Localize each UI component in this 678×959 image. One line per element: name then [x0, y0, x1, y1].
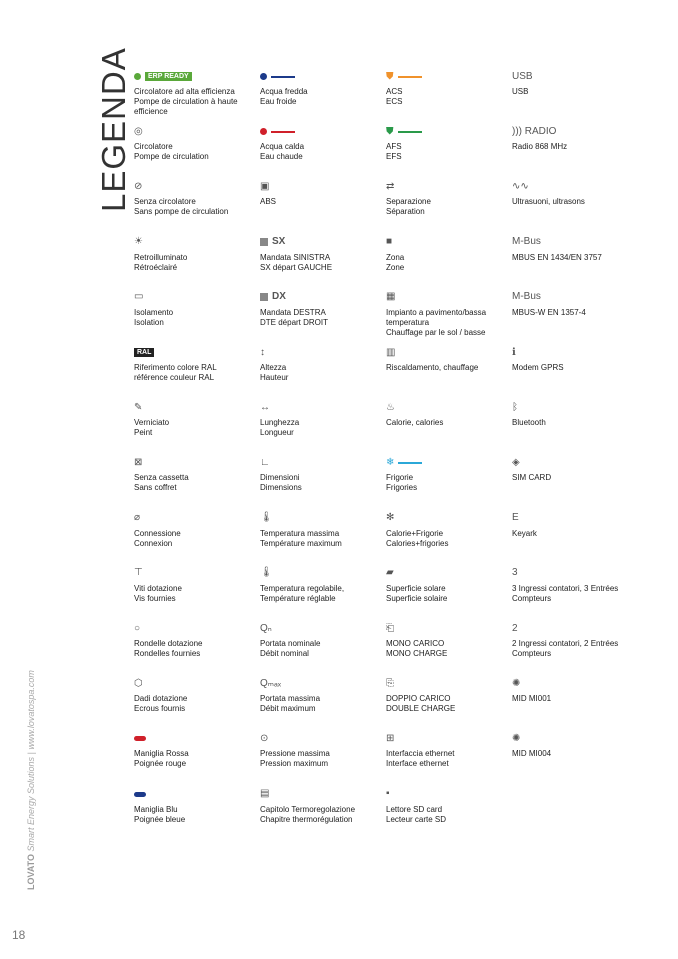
- legend-item: [134, 70, 259, 117]
- calories-frigorie-icon: ✻: [386, 512, 395, 524]
- left-flow-icon: SX: [260, 236, 385, 249]
- single-charge-icon: ⎗: [386, 622, 394, 634]
- legend-item: [386, 677, 511, 714]
- floor-heating-icon: ▦: [386, 291, 396, 303]
- abs-icon: ▣: [260, 180, 270, 192]
- website-link[interactable]: www.lovatospa.com: [26, 670, 36, 750]
- legend-label: AFS EFS: [386, 142, 402, 162]
- hot-water-icon: [260, 125, 385, 138]
- legend-item: [512, 677, 637, 704]
- legend-label: Bluetooth: [512, 418, 546, 428]
- legend-item: [260, 236, 385, 273]
- frigorie-icon: ❄: [386, 456, 511, 469]
- ethernet-icon: ⊞: [386, 732, 395, 744]
- page-title: LEGENDA: [95, 47, 132, 212]
- legend-label: Temperatura regolabile, Température réglable: [260, 583, 345, 603]
- legend-item: [134, 622, 259, 659]
- legend-label: Pressione massima Pression maximum: [260, 749, 330, 769]
- legend-label: ABS: [260, 197, 277, 207]
- dimensions-icon: ∟: [260, 456, 270, 468]
- mid-mi004-icon: ✺: [512, 732, 521, 744]
- legend-label: Altezza Hauteur: [260, 363, 289, 382]
- max-temperature-icon: 🌡: [260, 512, 273, 524]
- legend-item: [260, 677, 385, 714]
- legend-label: Maniglia Rossa Poignée rouge: [134, 749, 189, 769]
- max-flow-icon: Qₘₐₓ: [260, 677, 282, 689]
- legend-label: Keyark: [512, 528, 537, 538]
- legend-label: Mandata DESTRA DTE départ DROIT: [260, 307, 329, 327]
- legend-item: [512, 291, 637, 318]
- legend-item: [260, 291, 385, 328]
- legend-item: [386, 512, 511, 549]
- legend-label: Separazione Séparation: [386, 197, 431, 217]
- legend-item: [512, 456, 637, 483]
- legend-label: Portata nominale Débit nominal: [260, 639, 321, 658]
- legend-label: Isolamento Isolation: [134, 307, 174, 327]
- connection-icon: ⌀: [134, 512, 141, 524]
- legend-item: [260, 732, 385, 769]
- max-pressure-icon: ⊙: [260, 732, 269, 744]
- legend-label: Senza cassetta Sans coffret: [134, 473, 189, 493]
- right-flow-icon: DX: [260, 291, 385, 304]
- legend-item: [134, 567, 259, 604]
- cold-water-icon: [260, 70, 385, 83]
- legend-item: [260, 180, 385, 207]
- legend-grid: [134, 70, 654, 860]
- legend-item: [134, 732, 259, 769]
- legend-label: Riscaldamento, chauffage: [386, 363, 479, 372]
- acs-tap-icon: ⛊: [386, 70, 511, 83]
- legend-label: USB: [512, 87, 529, 96]
- legend-label: Temperatura massima Température maximum: [260, 528, 342, 548]
- legend-item: [260, 125, 385, 162]
- legend-label: MID MI001: [512, 694, 552, 704]
- pump-icon: ◎: [134, 125, 143, 137]
- adjustable-temperature-icon: 🌡: [260, 567, 273, 579]
- legend-item: [386, 456, 511, 493]
- legend-item: [386, 346, 511, 373]
- legend-item: [260, 788, 385, 825]
- washer-icon: ○: [134, 622, 141, 634]
- legend-item: [386, 732, 511, 769]
- legend-item: [134, 291, 259, 328]
- legend-item: [134, 180, 259, 217]
- legend-label: Impianto a pavimento/bassa temperatura Chauffage par le sol / basse: [386, 307, 487, 337]
- legend-label: Riferimento colore RAL référence couleur RAL: [134, 363, 217, 382]
- legend-item: [512, 567, 637, 604]
- height-icon: ↕: [260, 346, 265, 358]
- legend-item: [386, 622, 511, 659]
- page-number: 18: [12, 928, 26, 942]
- legend-label: MID MI004: [512, 749, 552, 759]
- legend-label: 3 Ingressi contatori, 3 Entrées Compteurs: [512, 583, 619, 603]
- mbus-icon: M-Bus: [512, 236, 541, 248]
- brand-tagline: Smart Energy Solutions |: [26, 749, 36, 854]
- length-icon: ↔: [260, 401, 270, 413]
- zone-icon: ■: [386, 236, 393, 248]
- bluetooth-icon: ᛒ: [512, 401, 518, 413]
- legend-item: [386, 788, 511, 825]
- legend-label: Radio 868 MHz: [512, 142, 568, 152]
- footer-brand: [14, 640, 36, 890]
- legend-label: Acqua fredda Eau froide: [260, 87, 308, 106]
- radio-icon: ))) RADIO: [512, 125, 557, 137]
- blue-handle-icon: [134, 788, 259, 801]
- solar-surface-icon: ▰: [386, 567, 394, 579]
- legend-item: [134, 346, 259, 383]
- legend-label: Superficie solare Superficie solaire: [386, 583, 448, 603]
- red-handle-icon: [134, 732, 259, 745]
- usb-icon: USB: [512, 70, 533, 82]
- backlit-icon: ☀: [134, 236, 143, 248]
- legend-label: Dadi dotazione Ecrous fournis: [134, 694, 188, 714]
- legend-label: Lettore SD card Lecteur carte SD: [386, 804, 447, 824]
- legend-label: SIM CARD: [512, 473, 552, 483]
- legend-label: MBUS EN 1434/EN 3757: [512, 252, 602, 262]
- legend-label: Rondelle dotazione Rondelles fournies: [134, 639, 203, 658]
- legend-label: ACS ECS: [386, 87, 403, 106]
- double-charge-icon: ⎘: [386, 677, 394, 689]
- ral-badge-icon: RAL: [134, 346, 259, 359]
- afs-tap-icon: ⛊: [386, 125, 511, 138]
- legend-item: [386, 236, 511, 273]
- legend-item: [512, 236, 637, 263]
- legend-label: Circolatore ad alta efficienza Pompe de circulation à haute efficience: [134, 87, 238, 116]
- legend-label: MONO CARICO MONO CHARGE: [386, 639, 448, 658]
- legend-label: DOPPIO CARICO DOUBLE CHARGE: [386, 694, 456, 714]
- insulation-icon: ▭: [134, 291, 144, 303]
- screw-icon: ⊤: [134, 567, 143, 579]
- legend-item: [386, 125, 511, 162]
- legend-label: Portata massima Débit maximum: [260, 694, 321, 714]
- legend-label: Interfaccia ethernet Interface ethernet: [386, 749, 455, 769]
- legend-item: [134, 401, 259, 438]
- legend-item: [512, 125, 637, 152]
- ultrasound-icon: ∿∿: [512, 180, 529, 192]
- no-box-icon: ⊠: [134, 456, 143, 468]
- legend-label: Capitolo Termoregolazione Chapitre thermorégulation: [260, 804, 356, 824]
- legend-label: Retroilluminato Rétroéclairé: [134, 252, 188, 272]
- thermoregulation-icon: ▤: [260, 788, 270, 800]
- legend-item: [386, 291, 511, 338]
- separation-icon: ⇄: [386, 180, 395, 192]
- legend-item: [260, 512, 385, 549]
- legend-item: [260, 567, 385, 604]
- mbus-wireless-icon: M-Bus: [512, 291, 541, 303]
- legend-item: [386, 180, 511, 217]
- mid-mi001-icon: ✺: [512, 677, 521, 689]
- legend-item: [260, 346, 385, 383]
- legend-label: Calorie+Frigorie Calories+frigories: [386, 528, 449, 548]
- keyark-icon: E: [512, 512, 519, 524]
- legend-label: Ultrasuoni, ultrasons: [512, 197, 585, 207]
- legend-item: [386, 401, 511, 428]
- legend-item: [260, 456, 385, 493]
- legend-label: Dimensioni Dimensions: [260, 473, 302, 493]
- legend-item: [512, 180, 637, 207]
- legend-item: [134, 512, 259, 549]
- legend-item: [134, 677, 259, 714]
- sim-card-icon: ◈: [512, 456, 520, 468]
- legend-label: Lunghezza Longueur: [260, 418, 300, 438]
- legend-label: Frigorie Frigories: [386, 473, 418, 493]
- nut-icon: ⬡: [134, 677, 143, 689]
- legend-item: [260, 401, 385, 438]
- legend-label: 2 Ingressi contatori, 2 Entrées Compteurs: [512, 639, 619, 658]
- legend-item: [512, 622, 637, 659]
- legend-item: [386, 567, 511, 604]
- legend-item: [260, 622, 385, 659]
- paint-brush-icon: ✎: [134, 401, 143, 413]
- legend-label: Senza circolatore Sans pompe de circulation: [134, 197, 229, 217]
- legend-item: [260, 70, 385, 107]
- legend-label: Viti dotazione Vis fournies: [134, 583, 182, 603]
- legend-label: Circolatore Pompe de circulation: [134, 142, 209, 162]
- high-efficiency-pump-badge: ERP READY: [134, 70, 259, 83]
- legend-item: [134, 456, 259, 493]
- legend-item: [512, 70, 637, 97]
- legend-label: Modem GPRS: [512, 363, 564, 372]
- calories-icon: ♨: [386, 401, 395, 413]
- legend-label: Maniglia Blu Poignée bleue: [134, 804, 186, 824]
- legend-item: [134, 125, 259, 162]
- legend-label: Connessione Connexion: [134, 528, 181, 548]
- legend-item: [134, 788, 259, 825]
- no-pump-icon: ⊘: [134, 180, 143, 192]
- legend-item: [134, 236, 259, 273]
- legend-item: [512, 512, 637, 539]
- legend-label: Zona Zone: [386, 252, 405, 272]
- legend-item: [512, 401, 637, 428]
- legend-item: [386, 70, 511, 107]
- nominal-flow-icon: Qₙ: [260, 622, 272, 634]
- brand-name: LOVATO: [26, 854, 36, 890]
- legend-label: Acqua calda Eau chaude: [260, 142, 305, 162]
- legend-label: MBUS-W EN 1357-4: [512, 307, 586, 317]
- legend-item: [512, 732, 637, 759]
- legend-label: Verniciato Peint: [134, 418, 170, 438]
- sd-card-icon: ▪: [386, 788, 390, 800]
- two-inputs-icon: 2: [512, 622, 518, 634]
- legend-label: Mandata SINISTRA SX départ GAUCHE: [260, 252, 333, 272]
- legend-label: Calorie, calories: [386, 418, 444, 428]
- gprs-antenna-icon: ℹ: [512, 346, 516, 358]
- legend-item: [512, 346, 637, 373]
- three-inputs-icon: 3: [512, 567, 518, 579]
- heating-icon: ▥: [386, 346, 396, 358]
